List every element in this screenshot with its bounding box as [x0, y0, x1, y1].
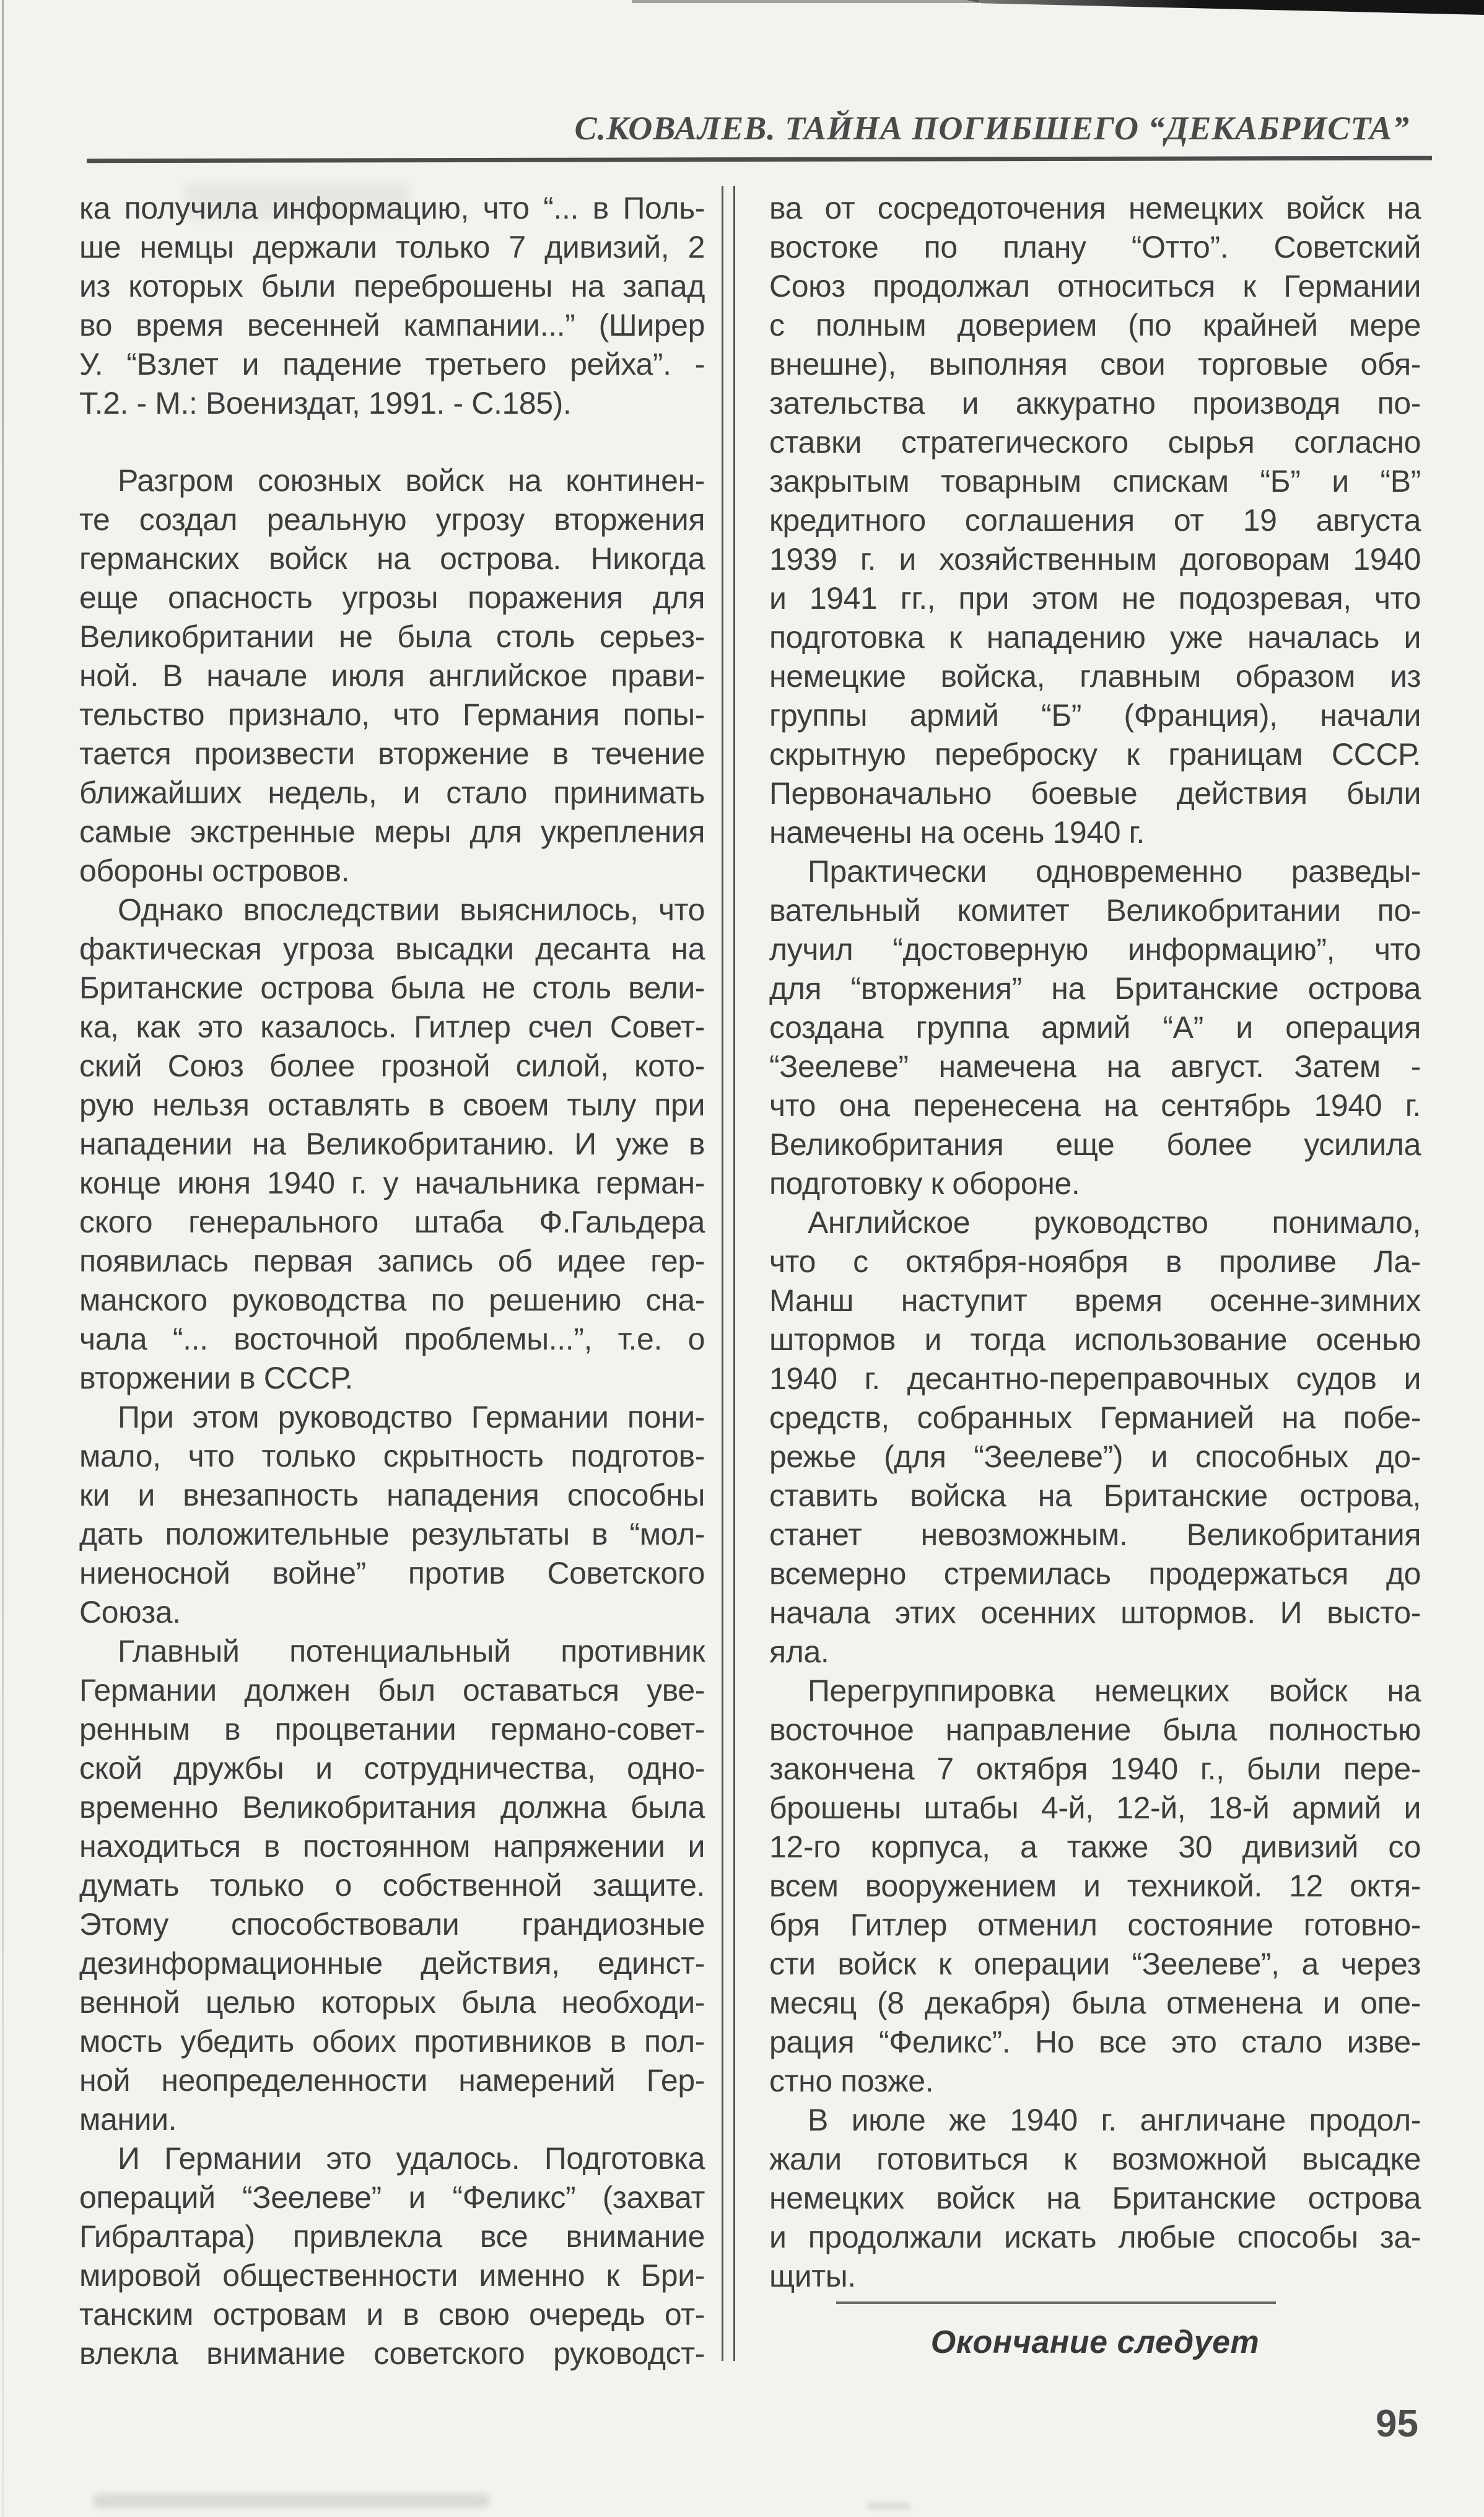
text-line: и продолжали искать любые способы за-	[769, 2220, 1421, 2254]
to-be-continued-note: Окончание следует	[930, 2324, 1260, 2360]
text-line: и 1941 гг., при этом не подозревая, что	[769, 581, 1421, 616]
text-line: дезинформационные действия, единст-	[79, 1946, 705, 1981]
text-line: яла.	[769, 1634, 829, 1669]
text-line: Английское руководство понимало,	[808, 1205, 1421, 1240]
text-line: внешне), выполняя свои торговые обя-	[769, 347, 1421, 382]
text-line: ставить войска на Британские острова,	[769, 1478, 1421, 1513]
text-line: нападении на Великобританию. И уже в	[79, 1127, 705, 1161]
text-line: манского руководства по решению сна-	[79, 1283, 705, 1317]
text-line: И Германии это удалось. Подготовка	[118, 2141, 705, 2176]
text-line: ше немцы держали только 7 дивизий, 2	[79, 230, 705, 264]
paragraph	[769, 2101, 1421, 2296]
paragraph	[769, 852, 1421, 1203]
text-line: вательный комитет Великобритании по-	[769, 893, 1421, 928]
text-line: влекла внимание советского руководст-	[79, 2336, 705, 2371]
text-line: ки и внезапность нападения способны	[79, 1478, 705, 1512]
text-line: закончена 7 октября 1940 г., были пере-	[769, 1751, 1421, 1786]
text-line: группы армий “Б” (Франция), начали	[769, 698, 1421, 733]
text-line: тельство признало, что Германия попы-	[79, 697, 705, 732]
text-line: начала этих осенних штормов. И высто-	[769, 1595, 1421, 1630]
scan-edge-artifact	[2, 0, 4, 2517]
paragraph	[79, 1632, 705, 2139]
text-line: Манш наступит время осенне-зимних	[769, 1283, 1421, 1318]
text-line: ка получила информацию, что “... в Поль-	[79, 191, 705, 225]
text-line: из которых были переброшены на запад	[79, 269, 705, 303]
text-line: сти войск к операции “Зеелеве”, а через	[769, 1947, 1421, 1981]
paragraph	[79, 189, 705, 423]
text-line: мало, что только скрытность подготов-	[79, 1439, 705, 1473]
scan-edge-artifact	[966, 0, 1484, 15]
text-line: Великобритании не была столь серьез-	[79, 619, 705, 654]
text-line: самые экстренные меры для укрепления	[79, 814, 705, 849]
text-line: 1940 г. десантно-переправочных судов и	[769, 1361, 1421, 1396]
text-line: рую нельзя оставлять в своем тылу при	[79, 1088, 705, 1122]
text-line: создана группа армий “А” и операция	[769, 1010, 1421, 1045]
right-text-column	[769, 189, 1421, 2296]
text-line: Союза.	[79, 1595, 181, 1629]
paragraph	[769, 189, 1421, 852]
text-line: мость убедить обоих противников в пол-	[79, 2024, 705, 2059]
text-line: Перегруппировка немецких войск на	[808, 1673, 1421, 1708]
text-line: Германии должен был оставаться уве-	[79, 1673, 705, 1708]
paragraph	[769, 1672, 1421, 2101]
text-line: для “вторжения” на Британские острова	[769, 971, 1421, 1006]
text-line: ский Союз более грозной силой, кото-	[79, 1049, 705, 1083]
header-rule	[87, 156, 1432, 164]
text-line: кредитного соглашения от 19 августа	[769, 503, 1421, 538]
text-line: Союз продолжал относиться к Германии	[769, 269, 1421, 303]
text-line: те создал реальную угрозу вторжения	[79, 502, 705, 537]
text-line: штормов и тогда использование осенью	[769, 1322, 1421, 1357]
text-line: бря Гитлер отменил состояние готовно-	[769, 1908, 1421, 1942]
text-line: операций “Зеелеве” и “Феликс” (захват	[79, 2180, 705, 2215]
end-of-article-rule	[836, 2301, 1276, 2304]
text-line: режье (для “Зеелеве”) и способных до-	[769, 1439, 1421, 1474]
text-line: жали готовиться к возможной высадке	[769, 2142, 1421, 2176]
text-line: 1939 г. и хозяйственным договорам 1940	[769, 542, 1421, 577]
text-line: лучил “достоверную информацию”, что	[769, 932, 1421, 967]
text-line: стно позже.	[769, 2064, 934, 2098]
text-line: ной неопределенности намерений Гер-	[79, 2063, 705, 2098]
text-line: Разгром союзных войск на континен-	[118, 463, 705, 498]
text-line: зательства и аккуратно производя по-	[769, 386, 1421, 421]
text-line: средств, собранных Германией на побе-	[769, 1400, 1421, 1435]
paragraph	[769, 1203, 1421, 1672]
text-line: намечены на осень 1940 г.	[769, 815, 1145, 850]
text-line: думать только о собственной защите.	[79, 1868, 705, 1903]
text-line: немецких войск на Британские острова	[769, 2181, 1421, 2215]
text-line: ной. В начале июля английское прави-	[79, 658, 705, 693]
text-line: У. “Взлет и падение третьего рейха”. -	[79, 347, 705, 382]
text-line: находиться в постоянном напряжении и	[79, 1829, 705, 1864]
page-number: 95	[1376, 2402, 1418, 2445]
scan-edge-artifact	[632, 0, 979, 3]
text-line: “Зеелеве” намечена на август. Затем -	[769, 1049, 1421, 1084]
paragraph	[79, 461, 705, 891]
text-line: тается произвести вторжение в течение	[79, 736, 705, 771]
text-line: венной целью которых была необходи-	[79, 1985, 705, 2020]
text-line: всем вооружением и техникой. 12 октя-	[769, 1869, 1421, 1903]
text-line: В июле же 1940 г. англичане продол-	[808, 2103, 1421, 2137]
scan-smudge	[867, 2502, 910, 2510]
text-line: мании.	[79, 2102, 177, 2137]
text-line: Этому способствовали грандиозные	[79, 1907, 705, 1942]
text-line: 12-го корпуса, а также 30 дивизий со	[769, 1830, 1421, 1864]
text-line: вторжении в СССР.	[79, 1361, 353, 1395]
text-line: временно Великобритания должна была	[79, 1790, 705, 1825]
text-line: обороны островов.	[79, 853, 350, 888]
text-line: ренным в процветании германо-совет-	[79, 1712, 705, 1747]
text-line: Великобритания еще более усилила	[769, 1127, 1421, 1162]
text-line: что с октября-ноября в проливе Ла-	[769, 1244, 1421, 1279]
paragraph	[79, 891, 705, 1398]
scan-smudge	[93, 2493, 489, 2508]
text-line: Практически одновременно разведы-	[808, 854, 1421, 889]
text-line: Главный потенциальный противник	[118, 1634, 705, 1669]
text-line: во время весенней кампании...” (Ширер	[79, 308, 705, 342]
text-line: Британские острова была не столь вели-	[79, 971, 705, 1005]
running-head: С.КОВАЛЕВ. ТАЙНА ПОГИБШЕГО “ДЕКАБРИСТА”	[574, 110, 1410, 147]
text-line: танским островам и в свою очередь от-	[79, 2297, 705, 2332]
text-line: станет невозможным. Великобритания	[769, 1517, 1421, 1552]
paragraph	[79, 2139, 705, 2373]
text-line: Т.2. - М.: Воениздат, 1991. - С.185).	[79, 386, 572, 421]
text-line: скрытную переброску к границам СССР.	[769, 737, 1421, 772]
text-line: закрытым товарным спискам “Б” и “В”	[769, 464, 1421, 499]
text-line: месяц (8 декабря) была отменена и опе-	[769, 1986, 1421, 2020]
text-line: фактическая угроза высадки десанта на	[79, 931, 705, 966]
text-line: дать положительные результаты в “мол-	[79, 1517, 705, 1551]
text-line: мировой общественности именно к Бри-	[79, 2258, 705, 2293]
text-line: ского генерального штаба Ф.Гальдера	[79, 1205, 705, 1239]
text-line: востоке по плану “Отто”. Советский	[769, 230, 1421, 264]
text-line: всемерно стремилась продержаться до	[769, 1556, 1421, 1591]
text-line: подготовку к обороне.	[769, 1166, 1080, 1201]
text-line: германских войск на острова. Никогда	[79, 541, 705, 576]
text-line: Однако впоследствии выяснилось, что	[118, 892, 705, 927]
text-line: брошены штабы 4-й, 12-й, 18-й армий и	[769, 1791, 1421, 1825]
text-line: ближайших недель, и стало принимать	[79, 775, 705, 810]
text-line: еще опасность угрозы поражения для	[79, 580, 705, 615]
text-line: Первоначально боевые действия были	[769, 776, 1421, 811]
text-line: Гибралтара) привлекла все внимание	[79, 2219, 705, 2254]
text-line: появилась первая запись об идее гер-	[79, 1244, 705, 1278]
text-line: немецкие войска, главным образом из	[769, 659, 1421, 694]
text-line: рация “Феликс”. Но все это стало изве-	[769, 2025, 1421, 2059]
text-line: чала “... восточной проблемы...”, т.е. о	[79, 1322, 705, 1356]
text-line: конце июня 1940 г. у начальника герман-	[79, 1166, 705, 1200]
text-line: При этом руководство Германии пони-	[118, 1400, 705, 1434]
text-line: с полным доверием (по крайней мере	[769, 308, 1421, 342]
text-line: ка, как это казалось. Гитлер счел Совет-	[79, 1010, 705, 1044]
text-line: ва от сосредоточения немецких войск на	[769, 191, 1421, 225]
text-line: ской дружбы и сотрудничества, одно-	[79, 1751, 705, 1786]
paragraph	[79, 1398, 705, 1632]
text-line: ниеносной войне” против Советского	[79, 1556, 705, 1590]
text-line: щиты.	[769, 2259, 856, 2293]
text-line: восточное направление была полностью	[769, 1712, 1421, 1747]
column-divider	[722, 186, 735, 2361]
text-line: подготовка к нападению уже началась и	[769, 620, 1421, 655]
text-line: ставки стратегического сырья согласно	[769, 425, 1421, 460]
text-line: что она перенесена на сентябрь 1940 г.	[769, 1088, 1421, 1123]
left-text-column	[79, 189, 705, 2373]
